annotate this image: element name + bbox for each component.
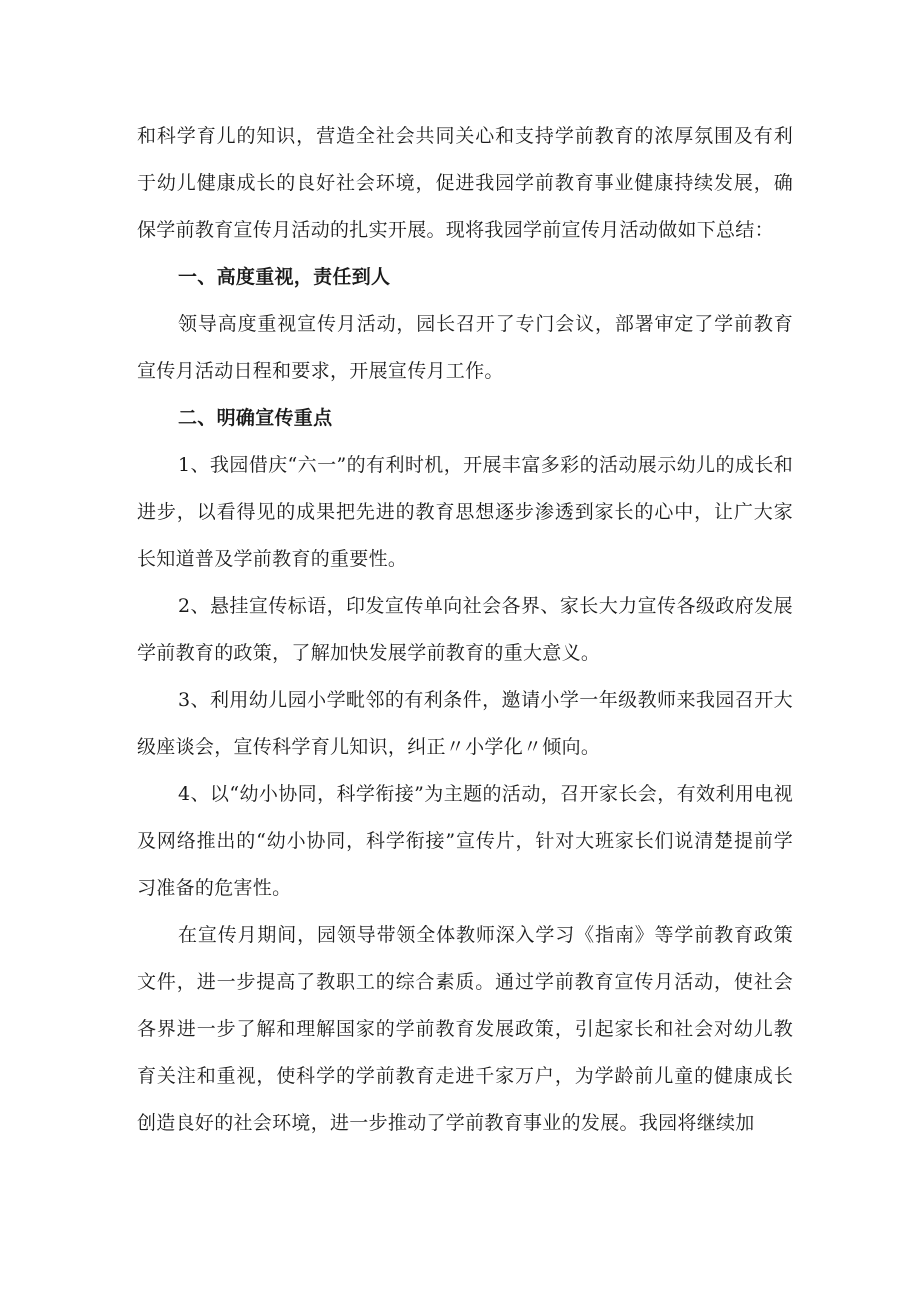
list-item-4: 4、以“幼小协同，科学衔接”为主题的活动，召开家长会，有效利用电视及网络推出的“幼小协同，科学衔接”宣传片，针对大班家长们说清楚提前学习准备的危害性。 xyxy=(137,783,793,899)
paragraph-continuation: 和科学育儿的知识，营造全社会共同关心和支持学前教育的浓厚氛围及有利于幼儿健康成长的良好社会环境，促进我园学前教育事业健康持续发展，确保学前教育宣传月活动的扎实开展。现将我园学前宣传月活动做如下总结： xyxy=(137,125,793,241)
section-heading-2: 二、明确宣传重点 xyxy=(178,407,333,429)
paragraph-summary: 在宣传月期间，园领导带领全体教师深入学习《指南》等学前教育政策文件，进一步提高了教职工的综合素质。通过学前教育宣传月活动，使社会各界进一步了解和理解国家的学前教育发展政策，引起家长和社会对幼儿教育关注和重视，使科学的学前教育走进千家万户，为学龄前儿童的健康成长创造良好的社会环境，进一步推动了学前教育事业的发展。我园将继续加 xyxy=(137,924,793,1134)
list-item-1: 1、我园借庆“六一”的有利时机，开展丰富多彩的活动展示幼儿的成长和进步，以看得见的成果把先进的教育思想逐步渗透到家长的心中，让广大家长知道普及学前教育的重要性。 xyxy=(137,454,793,570)
document-body xyxy=(137,113,793,1147)
list-item-3: 3、利用幼儿园小学毗邻的有利条件，邀请小学一年级教师来我园召开大级座谈会，宣传科学育儿知识，纠正〃小学化〃倾向。 xyxy=(137,689,793,758)
list-item-2: 2、悬挂宣传标语，印发宣传单向社会各界、家长大力宣传各级政府发展学前教育的政策，了解加快发展学前教育的重大意义。 xyxy=(137,595,793,664)
section-heading-1: 一、高度重视，责任到人 xyxy=(178,266,391,288)
paragraph: 领导高度重视宣传月活动，园长召开了专门会议，部署审定了学前教育宣传月活动日程和要求，开展宣传月工作。 xyxy=(137,313,793,382)
